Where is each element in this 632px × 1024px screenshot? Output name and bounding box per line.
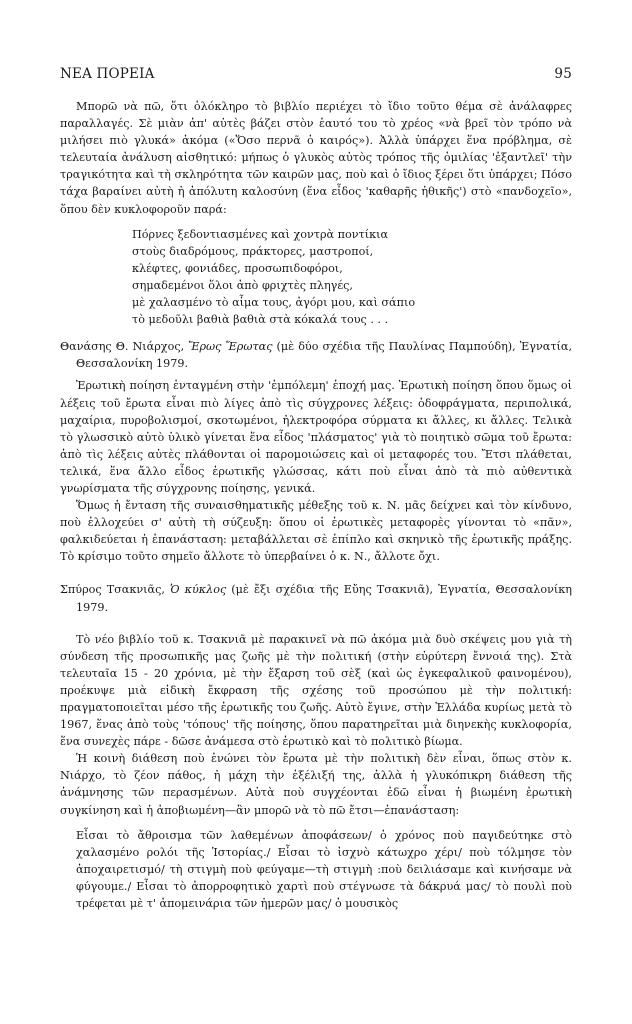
running-header [60,66,572,84]
book-reference-tsaknias [60,581,572,615]
journal-title: ΝΕΑ ΠΟΡΕΙΑ [60,66,155,82]
paragraph-tsaknias-2: Ἡ κοινὴ διάθεση ποὺ ἑνώνει τὸν ἔρωτα μὲ τὴν πολιτικὴ δὲν εἶναι, ὅπως στὸν κ. Νιάρχο, τὸ ζέον πάθος, ἡ μάχη τὴν ἐξέλιξή της, ἀλλὰ ἡ γλυκόπικρη διάθεση τῆς ἀνάμνησης τῶν περασμένων. Αὐτὰ ποὺ συγχέονται ἐδῶ εἶναι ἡ βιωμένη ἐρωτικὴ συγκίνηση καὶ ἡ ἀποβιωμένη—ἂν μπορῶ νὰ τὸ πῶ ἔτσι—ἐπανάσταση: [60,752,572,817]
poem-line: στοὺς διαδρόμους, πράκτορες, μαστροποί, [132,244,374,258]
ref-details: (μὲ ἔξι σχέδια τῆς Εὔης Τσακνιᾶ), Ἐγνατία, Θεσσαλονίκη 1979. [76,583,572,614]
ref-author: Σπύρος Τσακνιᾶς, [60,583,165,597]
paragraph-intro: Μπορῶ νὰ πῶ, ὅτι ὁλόκληρο τὸ βιβλίο περιέχει τὸ ἴδιο τοῦτο θέμα σὲ ἀνάλαφρες παραλλαγές. Σὲ μιὰν ἀπ' αὐτὲς βάζει στὸν ἑαυτό του τὸ χρέος «νὰ βρεῖ τὸν τρόπο νὰ μιλήσει πιὸ γλυκά» ἀκόμα («Ὅσο περνᾶ ὁ καιρός»). Ἀλλὰ ὑπάρχει ἕνα πρόβλημα, σὲ τελευταία ἀνάλυση αἰσθητικό: μήπως ὁ γλυκὸς αὐτὸς τρόπος τῆς ὁμιλίας 'ἐξαντλεῖ' τὴν τραγικότητα καὶ τὴ σκληρότητα τῶν καιρῶν μας, ποὺ καὶ ὁ ἴδιος ξέρει ὅτι ὑπάρχει; Πόσο τάχα βαραίνει αὐτὴ ἡ ἀπόλυτη καλοσύνη (ἕνα εἶδος 'καθαρῆς ἠθικῆς') στὸ «πανδοχεῖο», ὅπου δὲν κυκλοφοροῦν παρά: [60,100,572,216]
poem-excerpt [132,226,572,329]
poem-line: σημαδεμένοι ὅλοι ἀπὸ φριχτὲς πληγές, [132,278,353,292]
page-number: 95 [554,66,572,82]
page-body [60,98,572,912]
paragraph-niarchos-1: Ἐρωτικὴ ποίηση ἐνταγμένη στὴν 'ἐμπόλεμη' ἐποχή μας. Ἐρωτικὴ ποίηση ὅπου ὅμως οἱ λέξεις τοῦ ἔρωτα εἶναι πιὸ λίγες ἀπὸ τὶς σύγχρονες λέξεις: ὁδοφράγματα, περιπολικά, μαχαίρια, πυροβολισμοί, σκοτωμένοι, ἠλεκτροφόρα σύρματα κι ἄλλες, κι ἄλλες. Τελικὰ τὸ γλωσσικὸ αὐτὸ ὑλικὸ γίνεται ἕνα εἶδος 'πλάσματος' γιὰ τὸ ποιητικὸ σῶμα τοῦ ἔρωτα: ἀπὸ τὶς λέξεις αὐτὲς πλάθονται οἱ παρομοιώσεις καὶ οἱ μεταφορές του. Ἔτσι πλάθεται, τελικά, ἕνα ἄλλο εἶδος ἐρωτικῆς γλώσσας, κάτι ποὺ εἶναι ἀπὸ τὰ πιὸ αὐθεντικὰ γνωρίσματα τῆς σύγχρονης ποίησης, γενικά. [60,379,572,495]
poem-line: τὸ μεδοῦλι βαθιὰ βαθιὰ στὰ κόκαλά τους . . . [132,313,389,327]
poem-line: κλέφτες, φονιάδες, προσωπιδοφόροι, [132,261,343,275]
paragraph-tsaknias-1: Τὸ νέο βιβλίο τοῦ κ. Τσακνιᾶ μὲ παρακινεῖ νὰ πῶ ἀκόμα μιὰ δυὸ σκέψεις μου γιὰ τὴ σύνδεση τῆς προσωπικῆς μας ζωῆς μὲ τὴν πολιτική (στὴν εὐρύτερη ἔννοιά της). Στὰ τελευταῖα 15 - 20 χρόνια, μὲ τὴν ἔξαρση τοῦ σὲξ (καὶ ὡς ἐγκεφαλικοῦ φαινομένου), προέκυψε μιὰ εἰδικὴ ἔκφραση τῆς σχέσης τοῦ προσώπου μὲ τὴν πολιτική: πραγματοποιεῖται μέσο τῆς ἐρωτικῆς του ζωῆς. Αὐτὸ ἔγινε, στὴν Ἑλλάδα κυρίως μετὰ τὸ 1967, ἕνας ἀπὸ τοὺς 'τόπους' τῆς ποίησης, ὅπου παρατηρεῖται μιὰ διηνεκὴς κυκλοφορία, ἕνα συνεχὲς πάρε - δῶσε ἀνάμεσα στὸ ἐρωτικὸ καὶ τὸ πολιτικὸ βίωμα. [60,632,572,749]
ref-details: (μὲ δύο σχέδια τῆς Παυλίνας Παμπούδη), Ἐγνατία, Θεσσαλονίκη 1979. [76,340,573,371]
ref-author: Θανάσης Θ. Νιάρχος, [60,340,185,354]
paragraph-niarchos-2: Ὅμως ἡ ἔνταση τῆς συναισθηματικῆς μέθεξης τοῦ κ. Ν. μᾶς δείχνει καὶ τὸν κίνδυνο, ποὺ ἐλλοχεύει σ' αὐτὴ τὴ σύζευξη: ὅπου οἱ ἐρωτικὲς μεταφορὲς γίνονται τὸ «πᾶν», φαλκιδεύεται ἡ ἐπανάσταση: μεταβάλλεται σὲ ἐπίπλο καὶ σκηνικὸ τῆς ἐρωτικῆς πράξης. Τὸ κρίσιμο τοῦτο σημεῖο ἄλλοτε τὸ ὑπερβαίνει ὁ κ. Ν., ἄλλοτε ὄχι. [60,499,572,564]
ref-title: Ὁ κύκλος [169,583,227,597]
poem-line: μὲ χαλασμένο τὸ αἷμα τους, ἀγόρι μου, καὶ σάπιο [132,296,416,310]
poem-line: Πόρνες ξεδοντιασμένες καὶ χοντρὰ ποντίκια [132,227,389,241]
quoted-poem: Εἶσαι τὸ ἄθροισμα τῶν λαθεμένων ἀποφάσεων/ ὁ χρόνος ποὺ παγιδεύτηκε στὸ χαλασμένο ρολόι τῆς Ἱστορίας./ Εἶσαι τὸ ἰσχνὸ κάτωχρο χέρι/ ποὺ τόλμησε τὸν ἀποχαιρετισμό/ τὴ στιγμὴ ποὺ φεύγαμε—τὴ στιγμὴ :ποὺ δειλιάσαμε καὶ κινήσαμε νὰ φύγουμε./ Εἶσαι τὸ ἀπορροφητικὸ χαρτὶ ποὺ στέγνωσε τὰ δάκρυά μας/ τὸ πουλὶ ποὺ τρέφεται μὲ τ' ἀπομεινάρια τῶν ἡμερῶν μας/ ὁ μουσικὸς [76,828,572,911]
book-reference-niarchos [60,338,572,372]
ref-title: Ἔρως Ἔρωτας [188,340,273,354]
